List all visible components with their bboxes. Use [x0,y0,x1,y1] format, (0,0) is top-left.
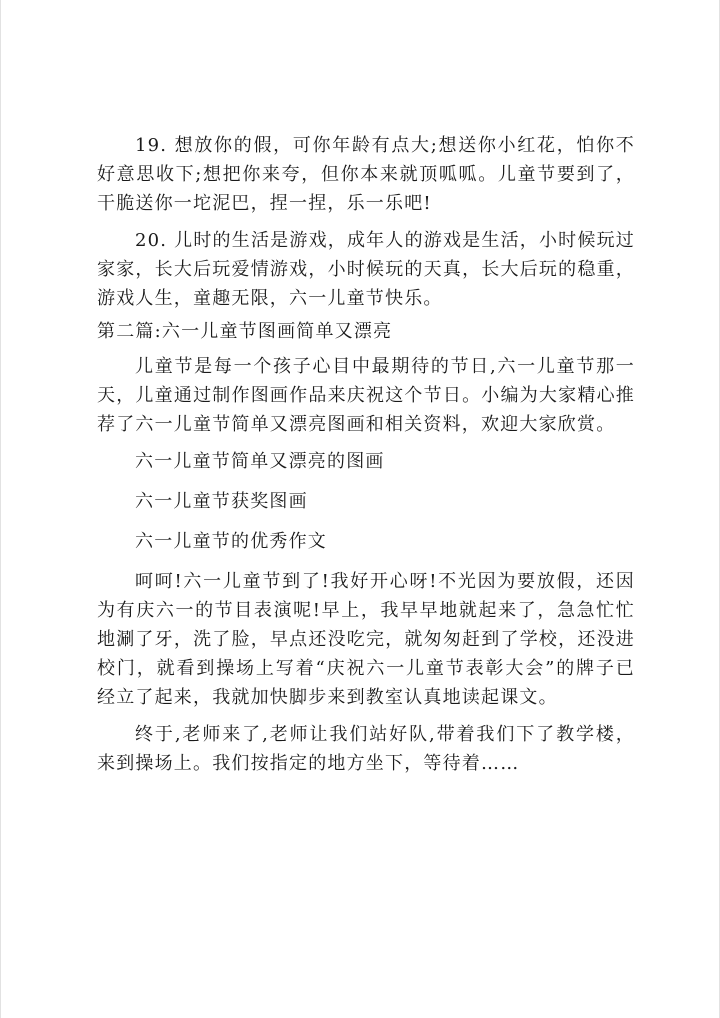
list-item: 六一儿童节获奖图画 [135,491,308,512]
essay-paragraph: 呵呵!六一儿童节到了!我好开心呀!不光因为要放假，还因为有庆六一的节目表演呢!早上，我早早地就起来了，急急忙忙地涮了牙，洗了脸，早点还没吃完，就匆匆赶到了学校，还没进校门，就看到操场上写着“庆祝六一儿童节表彰大会”的牌子已经立了起来，我就加快脚步来到教室认真地读起课文。 [97,571,635,708]
document-body [97,131,635,786]
intro-paragraph: 儿童节是每一个孩子心目中最期待的节日,六一儿童节那一天，儿童通过制作图画作品来庆祝这个节日。小编为大家精心推荐了六一儿童节简单又漂亮图画和相关资料，欢迎大家欣赏。 [97,356,635,435]
list-item: 六一儿童节的优秀作文 [135,531,327,552]
essay-paragraph: 终于,老师来了,老师让我们站好队,带着我们下了教学楼，来到操场上。我们按指定的地方坐下，等待着…… [97,724,635,774]
paragraph-20: 20. 儿时的生活是游戏，成年人的游戏是生活，小时候玩过家家，长大后玩爱情游戏，小时候玩的天真，长大后玩的稳重，游戏人生，童趣无限，六一儿童节快乐。 [97,230,635,309]
paragraph-19: 19. 想放你的假，可你年龄有点大;想送你小红花，怕你不好意思收下;想把你来夸，但你本来就顶呱呱。儿童节要到了，干脆送你一坨泥巴，捏一捏，乐一乐吧! [97,135,635,214]
section-heading: 第二篇:六一儿童节图画简单又漂亮 [97,321,393,342]
list-item: 六一儿童节简单又漂亮的图画 [135,451,385,472]
